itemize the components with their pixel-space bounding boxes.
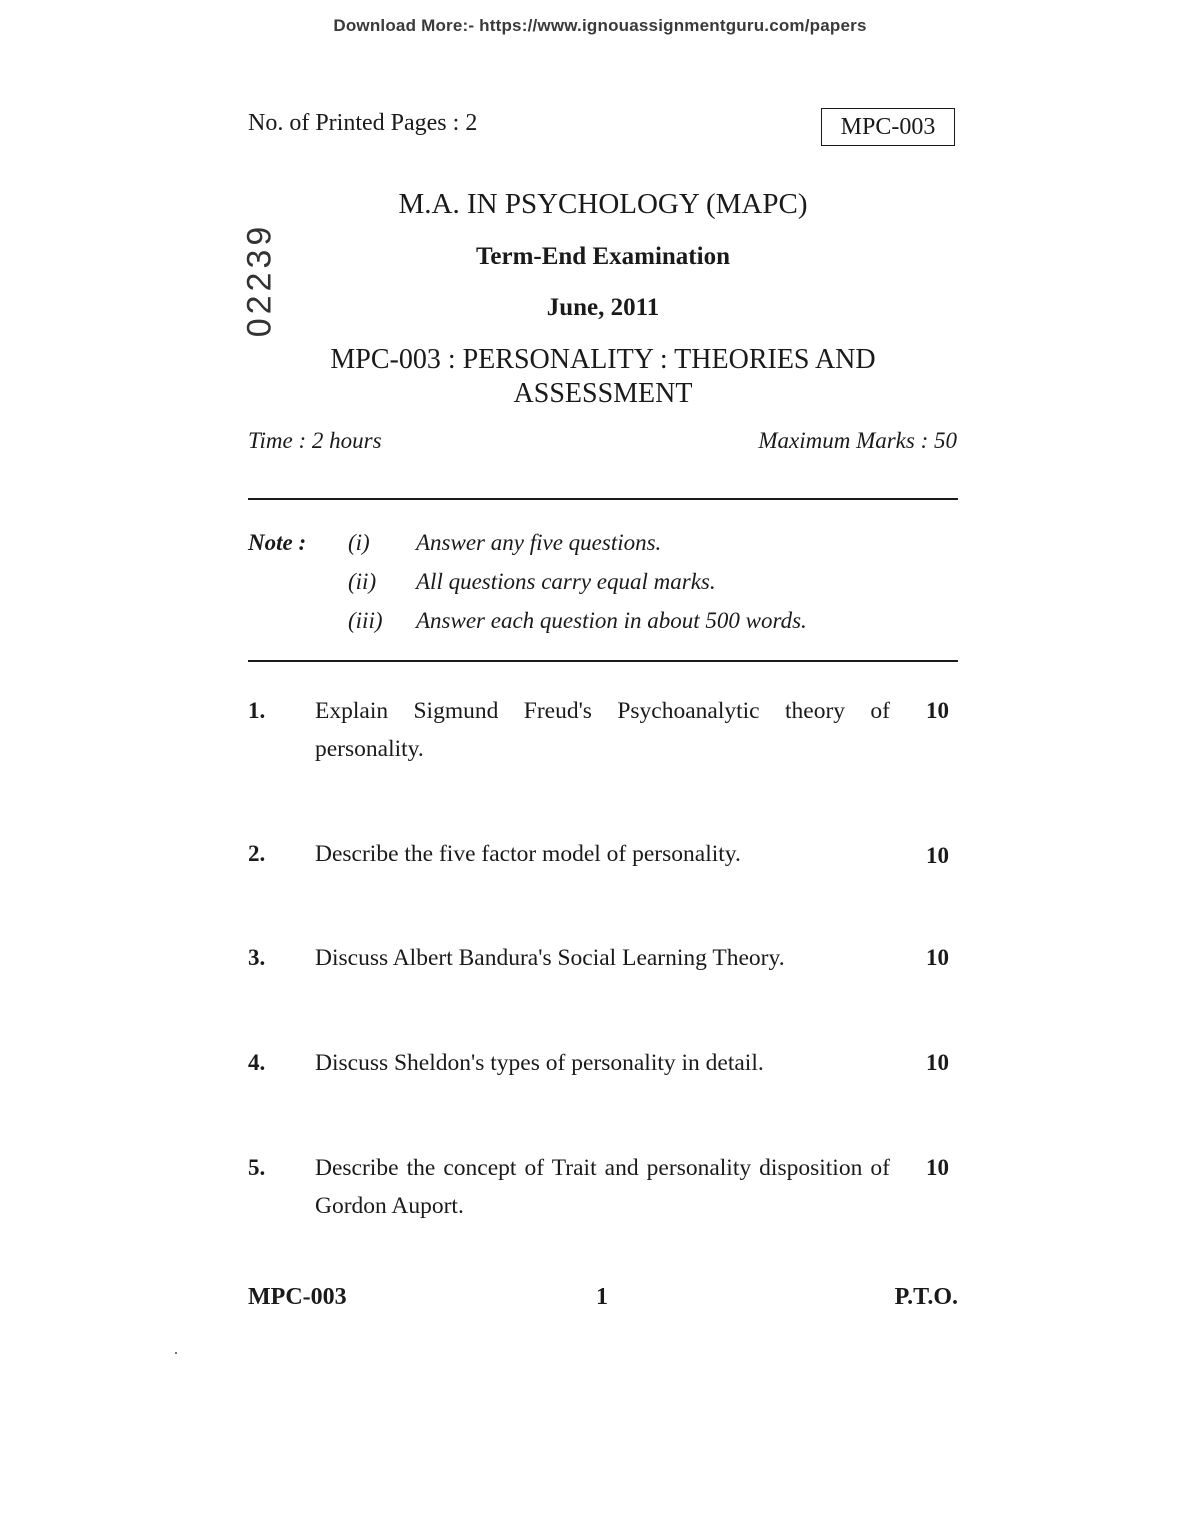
divider-bottom [248, 660, 958, 662]
download-link-text: Download More:- https://www.ignouassignmentguru.com/papers [333, 16, 867, 35]
question-marks: 10 [926, 698, 949, 723]
course-title: MPC-003 : PERSONALITY : THEORIES AND ASSESSMENT [330, 344, 876, 409]
exam-session: June, 2011 [546, 294, 660, 321]
question-number: 2. [248, 841, 266, 866]
note-item [348, 530, 661, 556]
footer-page-number: 1 [596, 1284, 608, 1310]
serial-number: 02239 [240, 222, 279, 338]
question-number: 4. [248, 1050, 266, 1075]
footer-course-code: MPC-003 [248, 1284, 347, 1310]
question-marks: 10 [926, 1155, 949, 1180]
footer-pto: P.T.O. [894, 1284, 958, 1310]
question-text: Explain Sigmund Freud's Psychoanalytic theory of personality. [315, 698, 890, 762]
note-label: Note : [248, 530, 307, 555]
question-text: Discuss Sheldon's types of personality in detail. [315, 1050, 764, 1076]
note-item-text: Answer each question in about 500 words. [416, 608, 807, 633]
note-item-text: All questions carry equal marks. [416, 569, 716, 594]
printed-pages-count: No. of Printed Pages : 2 [248, 110, 478, 136]
maximum-marks: Maximum Marks : 50 [758, 428, 957, 453]
question-marks: 10 [926, 945, 949, 970]
exam-type: Term-End Examination [476, 243, 730, 270]
stray-dot [175, 1352, 177, 1354]
question-marks: 10 [926, 843, 949, 868]
question-number: 3. [248, 945, 266, 970]
note-item-number: (ii) [348, 569, 377, 594]
divider-top [248, 498, 958, 500]
course-code-box: MPC-003 [821, 108, 955, 146]
programme-title: M.A. IN PSYCHOLOGY (MAPC) [398, 188, 808, 220]
question-text: Discuss Albert Bandura's Social Learning Theory. [315, 945, 785, 971]
question-marks: 10 [926, 1050, 949, 1075]
question-number: 5. [248, 1155, 266, 1180]
note-item-text: Answer any five questions. [416, 530, 662, 555]
time-allowed: Time : 2 hours [248, 428, 382, 453]
question-text: Describe the five factor model of personality. [315, 841, 741, 867]
question-number: 1. [248, 698, 266, 723]
note-item-number: (iii) [348, 608, 383, 633]
note-item [348, 569, 716, 595]
question-text: Describe the concept of Trait and personality disposition of Gordon Auport. [315, 1155, 890, 1219]
note-item [348, 608, 807, 634]
note-item-number: (i) [348, 530, 370, 555]
